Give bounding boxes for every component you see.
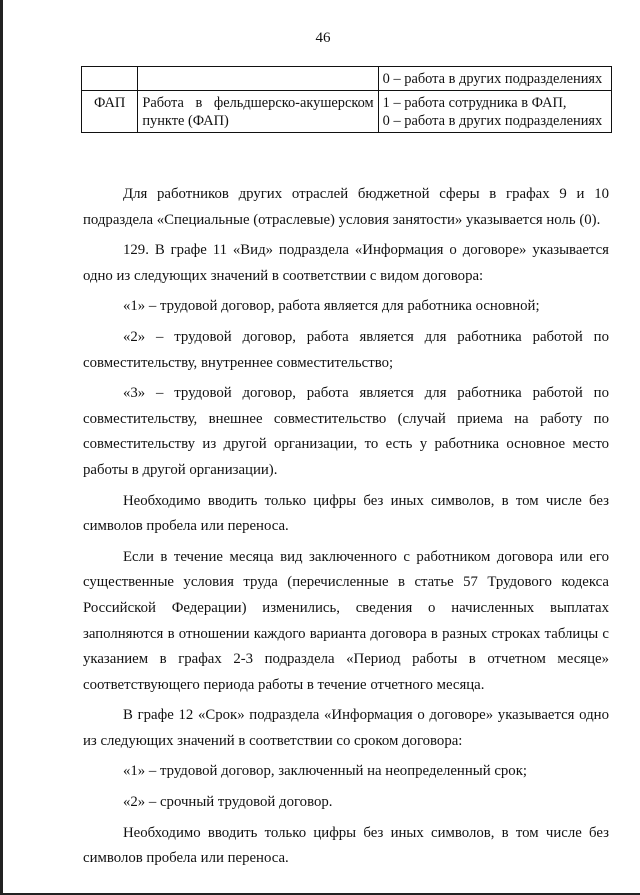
table-cell-code: [82, 67, 138, 91]
paragraph: «1» – трудовой договор, заключенный на неопределенный срок;: [123, 763, 527, 780]
paragraph: Для работников других отраслей бюджетной сферы в графах 9 и 10 подраздела «Специальные (отраслевые) условия занятости» указывается ноль (0).: [83, 186, 609, 228]
paragraph: «2» – трудовой договор, работа является для работника работой по совместительству, внутреннее совместительство;: [83, 328, 609, 371]
page-number: 46: [315, 30, 331, 46]
table-cell-values: [378, 67, 611, 91]
table-cell-name: [138, 67, 378, 91]
paragraph: Необходимо вводить только цифры без иных символов, в том числе без символов пробела или переноса.: [83, 492, 609, 535]
paragraph: «3» – трудовой договор, работа является для работника работой по совместительству, внешнее совместительство (случай приема на работу по совместительству из другой организации, то есть у работника основное место работы в другой организации).: [83, 385, 609, 478]
paragraph: Если в течение месяца вид заключенного с работником договора или его существенные условия труда (перечисленные в статье 57 Трудового кодекса Российской Федерации) изменились, сведения о начисленных выплатах заполняются в отношении каждого варианта договора в разных строках таблицы с указанием в графах 2-3 подраздела «Период работы в отчетном месяце» соответствующего периода работы в течение отчетного месяца.: [83, 548, 609, 693]
paragraph: «2» – срочный трудовой договор.: [123, 794, 333, 811]
paragraph: Необходимо вводить только цифры без иных символов, в том числе без символов пробела или переноса.: [83, 824, 609, 867]
value-line: 0 – работа в других подразделениях: [382, 113, 603, 129]
table-cell-name: Работа в фельдшерско-акушерском пункте (ФАП): [138, 91, 378, 133]
paragraph: В графе 12 «Срок» подраздела «Информация о договоре» указывается одно из следующих значений в соответствии со сроком договора:: [83, 707, 609, 749]
table-cell-code: ФАП: [82, 91, 138, 133]
body-text: [83, 182, 609, 872]
paragraph: «1» – трудовой договор, работа является для работника основной;: [123, 298, 540, 315]
table-row: [82, 67, 612, 91]
value-line: 0 – работа в других подразделениях: [382, 71, 603, 87]
table-cell-values: [378, 91, 611, 133]
paragraph: 129. В графе 11 «Вид» подраздела «Информация о договоре» указывается одно из следующих значений в соответствии с видом договора:: [83, 242, 609, 284]
table-row: [82, 91, 612, 133]
value-line: 1 – работа сотрудника в ФАП,: [382, 95, 567, 111]
continuation-table: [81, 66, 612, 133]
